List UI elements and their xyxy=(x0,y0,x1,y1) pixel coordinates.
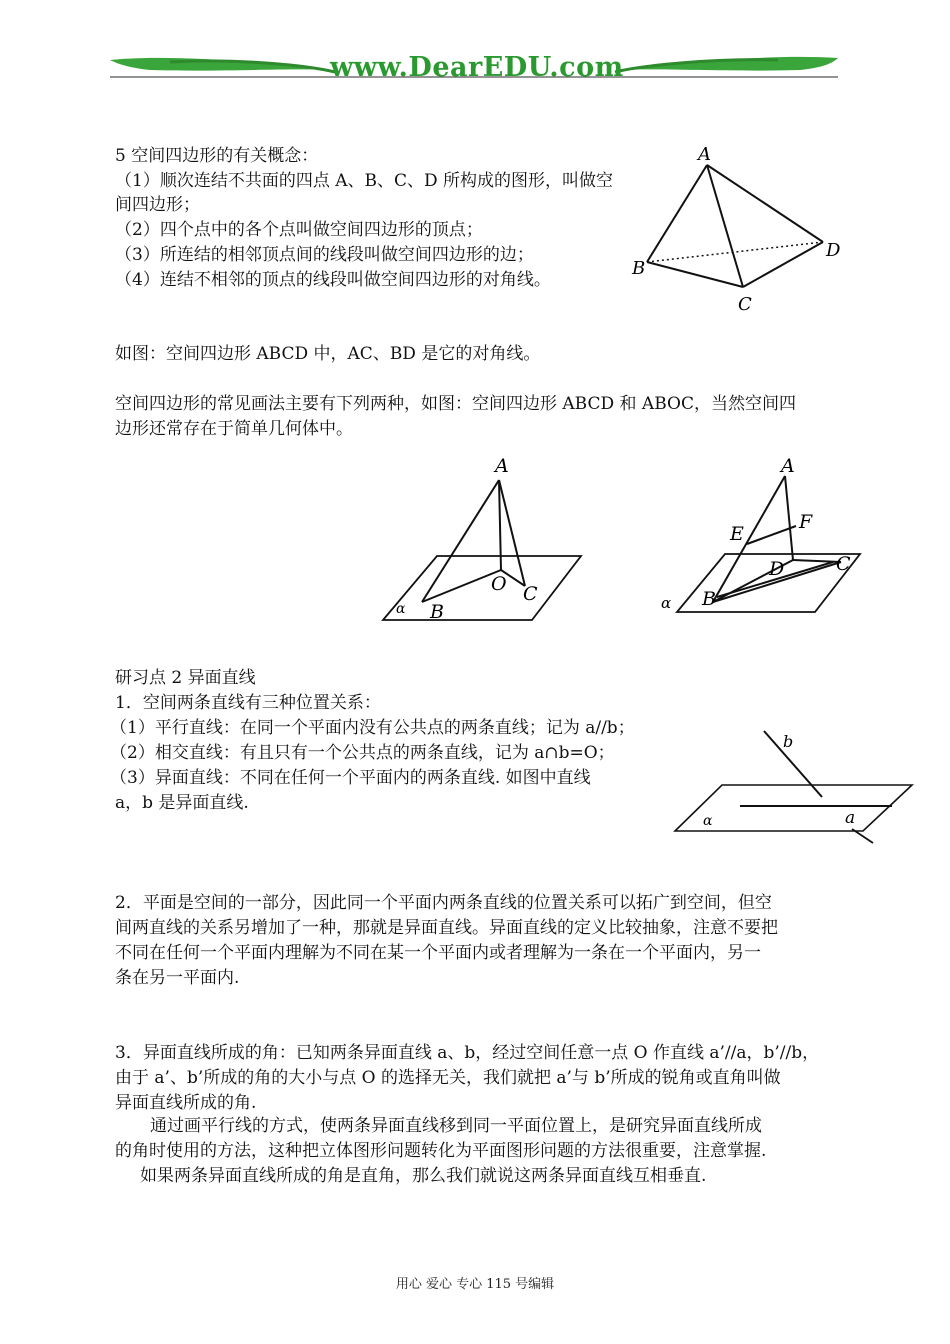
para3-line4: 通过画平行线的方式，使两条异面直线移到同一平面位置上，是研究异面直线所成 xyxy=(150,1116,762,1136)
label-alpha: α xyxy=(396,601,406,617)
label-a: a xyxy=(845,808,856,828)
para3-line2: 由于 a’、b’所成的角的大小与点 O 的选择无关，我们就把 a’与 b’所成的锐角或直角叫做 xyxy=(115,1068,781,1088)
figure-abcd-ef xyxy=(655,450,865,620)
label-C: C xyxy=(738,294,752,315)
figure-abo-c xyxy=(375,450,590,625)
para2-line2: 间两直线的关系另增加了一种，那就是异面直线。异面直线的定义比较抽象，注意不要把 xyxy=(115,918,778,938)
label-C: C xyxy=(523,583,538,605)
para3-line5: 的角时使用的方法，这种把立体图形问题转化为平面图形问题的方法很重要，注意掌握. xyxy=(115,1141,767,1161)
label-alpha: α xyxy=(703,813,713,829)
page-footer: 用心 爱心 专心 115 号编辑 xyxy=(395,1277,555,1292)
label-alpha: α xyxy=(661,594,672,612)
section5-item1-line1: （1）顺次连结不共面的四点 A、B、C、D 所构成的图形，叫做空 xyxy=(115,171,614,191)
label-B: B xyxy=(702,588,716,610)
edge-AD xyxy=(707,165,823,242)
edge-AC xyxy=(707,165,743,287)
edge-AB xyxy=(647,165,707,262)
study2-p1d: a，b 是异面直线. xyxy=(115,793,249,813)
label-E: E xyxy=(730,523,744,545)
site-logo-text: www.DearEDU.com xyxy=(330,52,624,83)
label-A: A xyxy=(495,455,509,477)
section5-item1-line2: 间四边形； xyxy=(115,195,200,215)
figure-skew-lines xyxy=(670,725,920,850)
para2-line3: 不同在任何一个平面内理解为不同在某一个平面内或者理解为一条在一个平面内，另一 xyxy=(115,943,761,963)
study2-p1b: （2）相交直线：有且只有一个公共点的两条直线，记为 a∩b=O； xyxy=(110,743,615,763)
figure-tetrahedron xyxy=(630,140,860,320)
study2-p1a: （1）平行直线：在同一个平面内没有公共点的两条直线；记为 a//b； xyxy=(110,718,635,738)
label-O: O xyxy=(491,573,507,595)
para3-line6: 如果两条异面直线所成的角是直角，那么我们就说这两条异面直线互相垂直. xyxy=(140,1166,707,1186)
edge-CD xyxy=(743,242,823,287)
label-b: b xyxy=(783,732,794,751)
para3-line3: 异面直线所成的角. xyxy=(115,1093,257,1113)
study2-heading: 研习点 2 异面直线 xyxy=(115,668,256,688)
edge-BC xyxy=(647,262,743,287)
label-A: A xyxy=(698,144,711,165)
label-C: C xyxy=(836,553,851,575)
study2-p1c: （3）异面直线：不同在任何一个平面内的两条直线. 如图中直线 xyxy=(110,768,591,788)
label-D: D xyxy=(769,558,785,580)
para3-line1: 3．异面直线所成的角：已知两条异面直线 a、b，经过空间任意一点 O 作直线 a’//a，b’//b， xyxy=(115,1043,820,1063)
section5-item2: （2）四个点中的各个点叫做空间四边形的顶点； xyxy=(115,220,483,240)
label-A: A xyxy=(781,455,795,477)
label-B: B xyxy=(632,258,646,279)
section5-item3: （3）所连结的相邻顶点间的线段叫做空间四边形的边； xyxy=(115,245,534,265)
as-shown-text: 如图：空间四边形 ABCD 中，AC、BD 是它的对角线。 xyxy=(115,344,541,364)
common-drawing-line1: 空间四边形的常见画法主要有下列两种，如图：空间四边形 ABCD 和 ABOC，当然空间四 xyxy=(115,394,796,414)
study2-p1: 1．空间两条直线有三种位置关系： xyxy=(115,693,381,713)
section5-heading: 5 空间四边形的有关概念： xyxy=(115,146,319,166)
plane-alpha xyxy=(383,556,581,620)
para2-line4: 条在另一平面内. xyxy=(115,968,240,988)
label-F: F xyxy=(799,511,813,533)
para2-line1: 2．平面是空间的一部分，因此同一个平面内两条直线的位置关系可以拓广到空间，但空 xyxy=(115,893,772,913)
common-drawing-line2: 边形还常存在于简单几何体中。 xyxy=(115,419,353,439)
label-D: D xyxy=(826,240,841,261)
label-B: B xyxy=(430,601,444,623)
section5-item4: （4）连结不相邻的顶点的线段叫做空间四边形的对角线。 xyxy=(115,270,551,290)
